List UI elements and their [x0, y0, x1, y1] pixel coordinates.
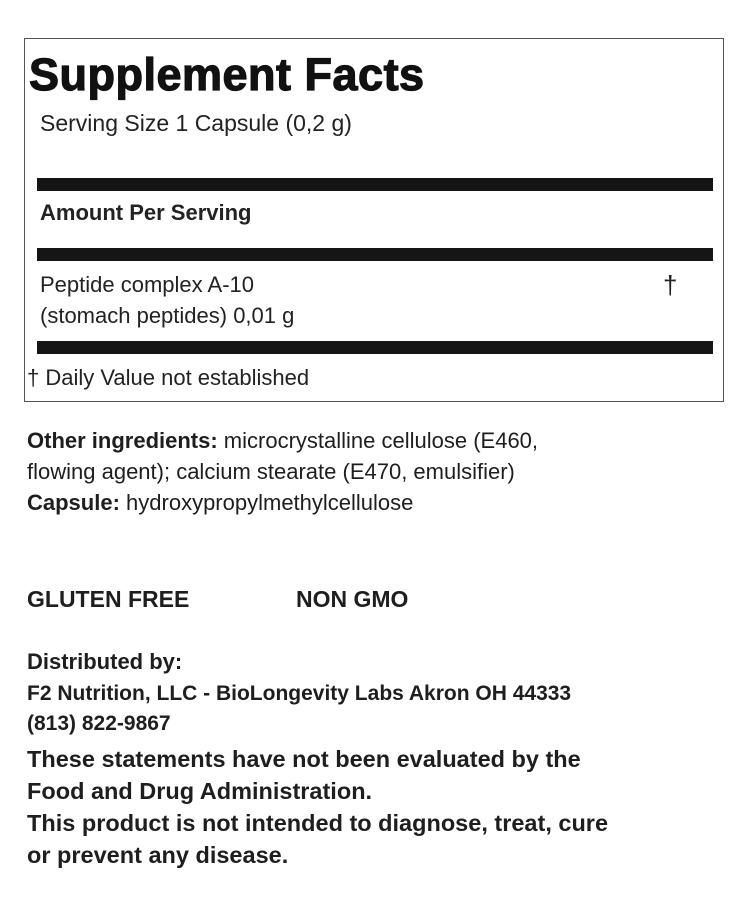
- panel-title: Supplement Facts: [29, 49, 425, 100]
- capsule-label: Capsule:: [27, 490, 120, 515]
- disclaimer-line: Food and Drug Administration.: [27, 778, 373, 804]
- daily-value-note: † Daily Value not established: [27, 365, 310, 390]
- capsule-line: [27, 488, 413, 518]
- distributor-phone: (813) 822-9867: [27, 712, 171, 735]
- serving-size: Serving Size 1 Capsule (0,2 g): [40, 110, 352, 136]
- ingredient-name: Peptide complex A-10: [40, 272, 255, 297]
- daily-value-dagger: †: [663, 270, 678, 300]
- non-gmo-badge: NON GMO: [296, 586, 409, 612]
- supplement-facts-panel: [24, 38, 724, 402]
- disclaimer-line: This product is not intended to diagnose, treat, cure: [27, 810, 609, 836]
- gluten-free-badge: GLUTEN FREE: [27, 586, 190, 612]
- disclaimer-line: or prevent any disease.: [27, 842, 289, 868]
- divider-bar: [37, 341, 713, 354]
- distributor-company: F2 Nutrition, LLC - BioLongevity Labs Akron OH 44333: [27, 682, 572, 705]
- divider-bar: [37, 248, 713, 261]
- distributor-heading: Distributed by:: [27, 649, 183, 674]
- other-ingredients-line: flowing agent); calcium stearate (E470, emulsifier): [27, 459, 515, 484]
- capsule-text: hydroxypropylmethylcellulose: [119, 490, 414, 515]
- other-ingredients-line: [27, 426, 538, 456]
- disclaimer-line: These statements have not been evaluated by the: [27, 746, 581, 772]
- amount-per-serving-heading: Amount Per Serving: [40, 200, 252, 225]
- ingredient-amount: (stomach peptides) 0,01 g: [40, 303, 295, 328]
- other-ingredients-text: microcrystalline cellulose (E460,: [217, 428, 539, 453]
- other-ingredients-label: Other ingredients:: [27, 428, 218, 453]
- divider-bar: [37, 178, 713, 191]
